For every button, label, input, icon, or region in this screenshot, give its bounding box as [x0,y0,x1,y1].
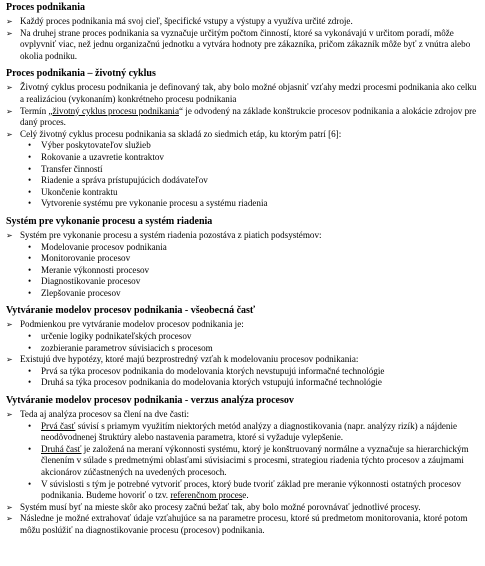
list-item: ➢ Systém pre vykonanie procesu a systém riadenia pozostáva z piatich podsystémov: [6,229,322,240]
arrow-bullet-icon: ➢ [6,230,13,240]
round-bullet-icon: • [28,186,32,197]
section-zivotny-cyklus [6,68,477,210]
section-title: Vytváranie modelov procesov podnikania - všeobecná časť [6,305,256,317]
list-item: • Diagnostikovanie procesov [28,276,141,287]
section-modely-verzus-analyza [6,395,477,537]
list-item: ➢ Existujú dve hypotézy, ktoré majú bezprostredný vzťah k modelovaniu procesov podnikania: [6,354,359,365]
section-title: Proces podnikania – životný cyklus [6,68,156,80]
arrow-bullet-icon: ➢ [6,514,13,524]
round-bullet-icon: • [28,198,32,209]
list-item: ➢ Teda aj analýza procesov sa člení na dve časti: [6,409,190,420]
list-item: • Riadenie a správa prístupujúcich dodávateľov [28,175,208,186]
arrow-bullet-icon: ➢ [6,355,13,365]
list-item: • Výber poskytovateľov služieb [28,140,151,151]
list-item: • Transfer činností [28,163,103,174]
section-title: Systém pre vykonanie procesu a systém riadenia [6,215,213,227]
arrow-bullet-icon: ➢ [6,320,13,330]
arrow-bullet-icon: ➢ [6,28,13,38]
list-item: • Modelovanie procesov podnikania [28,241,167,252]
arrow-bullet-icon: ➢ [6,17,13,26]
list-item: • Ukončenie kontraktu [28,186,118,197]
round-bullet-icon: • [28,175,32,186]
arrow-bullet-icon: ➢ [6,83,13,93]
round-bullet-icon: • [28,264,32,275]
list-item: ➢ Životný cyklus procesu podnikania je definovaný tak, aby bolo možné objasniť vzťahy medzi procesmi podnikania ako celku a realizáciou (vykonaním) konkrétneho procesu podnikania [6,82,477,104]
list-item: • Rokovanie a uzavretie kontraktov [28,151,164,162]
round-bullet-icon: • [28,331,32,342]
round-bullet-icon: • [28,420,32,431]
list-item: • Prvá sa týka procesov podnikania do modelovania ktorých nevstupujú informačné technológie [28,365,385,376]
list-item: ➢ Každý proces podnikania má svoj cieľ, špecifické vstupy a výstupy a využíva určité zdroje. [6,16,353,26]
round-bullet-icon: • [28,163,32,174]
round-bullet-icon: • [28,342,32,353]
list-item: • Prvá časť súvisí s priamym využitím niektorých metód analýzy a diagnostikovania (napr. analýzy rizík) a nájdenie neodôvodnenej štruktúry alebo nastavenia parametra, ktoré si vyžaduje vylepšenie. [28,420,458,443]
list-item: • Monitorovanie procesov [28,253,131,264]
arrow-bullet-icon: ➢ [6,502,13,512]
section-system-vykonania [6,216,477,300]
round-bullet-icon: • [28,478,32,489]
section-modely-vseobecna [6,305,477,389]
list-item: • určenie logiky podnikateľských procesov [28,331,192,342]
arrow-bullet-icon: ➢ [6,410,13,420]
round-bullet-icon: • [28,365,32,376]
list-item: • Druhá sa týka procesov podnikania do modelovania ktorých vstupujú informačné technológie [28,377,382,388]
round-bullet-icon: • [28,443,32,454]
list-item: • V súvislosti s tým je potrebné vytvoriť proces, ktorý bude tvoriť základ pre meranie výkonnosti ostatných procesov podnikania. Budeme hovoriť o tzv. referenčnom procese. [28,478,462,501]
round-bullet-icon: • [28,241,32,252]
round-bullet-icon: • [28,151,32,162]
list-item: • Vytvorenie systému pre vykonanie procesu a systému riadenia [28,198,268,209]
list-item: ➢ Následne je možné extrahovať údaje vzťahujúce sa na parametre procesu, ktoré sú predmetom monitorovania, ktoré potom môžu poslúžiť na diagnostikovanie procesu (procesov) podnikania. [6,513,468,535]
round-bullet-icon: • [28,287,32,298]
list-item: • zozbieranie parametrov súvisiacich s procesom [28,342,213,353]
arrow-bullet-icon: ➢ [6,106,13,116]
list-item: • Druhá časť je založená na meraní výkonnosti systému, ktorý je konštruovaný normálne a vyznačuje sa hierarchickým členením v súlade s predmetnými oblasťami súvisiacimi s procesmi, strategiou riadenia týchto procesov a záujmami akcionárov zúčastnených na uvedených procesoch. [28,443,469,477]
round-bullet-icon: • [28,140,32,151]
arrow-bullet-icon: ➢ [6,129,13,139]
list-item: • Zlepšovanie procesov [28,287,121,298]
list-item: ➢ Podmienkou pre vytváranie modelov procesov podnikania je: [6,319,244,330]
list-item: ➢ Na druhej strane proces podnikania sa vyznačuje určitým počtom činností, ktoré sa vykonávajú v určitom poradí, môže ovplyvniť viac, než jednu organizačnú jednotku a vytvára hodnoty pre zákazníka, pričom zákazník môže byť z vnútra alebo okolia podniku. [6,27,471,61]
round-bullet-icon: • [28,253,32,264]
section-title: Proces podnikania [6,2,85,13]
round-bullet-icon: • [28,377,32,388]
list-item: • Meranie výkonnosti procesov [28,264,150,275]
section-proces-podnikania [6,2,477,62]
list-item: ➢ Systém musí byť na mieste skôr ako procesy začnú bežať tak, aby bolo možné porovnávať jednotlivé procesy. [6,501,421,512]
list-item: ➢ Celý životný cyklus procesu podnikania sa skladá zo siedmich etáp, ku ktorým patrí [6]: [6,128,342,139]
section-title: Vytváranie modelov procesov podnikania - verzus analýza procesov [6,395,294,407]
round-bullet-icon: • [28,276,32,287]
list-item: ➢ Termín „životný cyklus procesu podnikania“ je odvodený na základe konštrukcie procesov podnikania a alokácie zdrojov pre daný proces. [6,105,477,128]
